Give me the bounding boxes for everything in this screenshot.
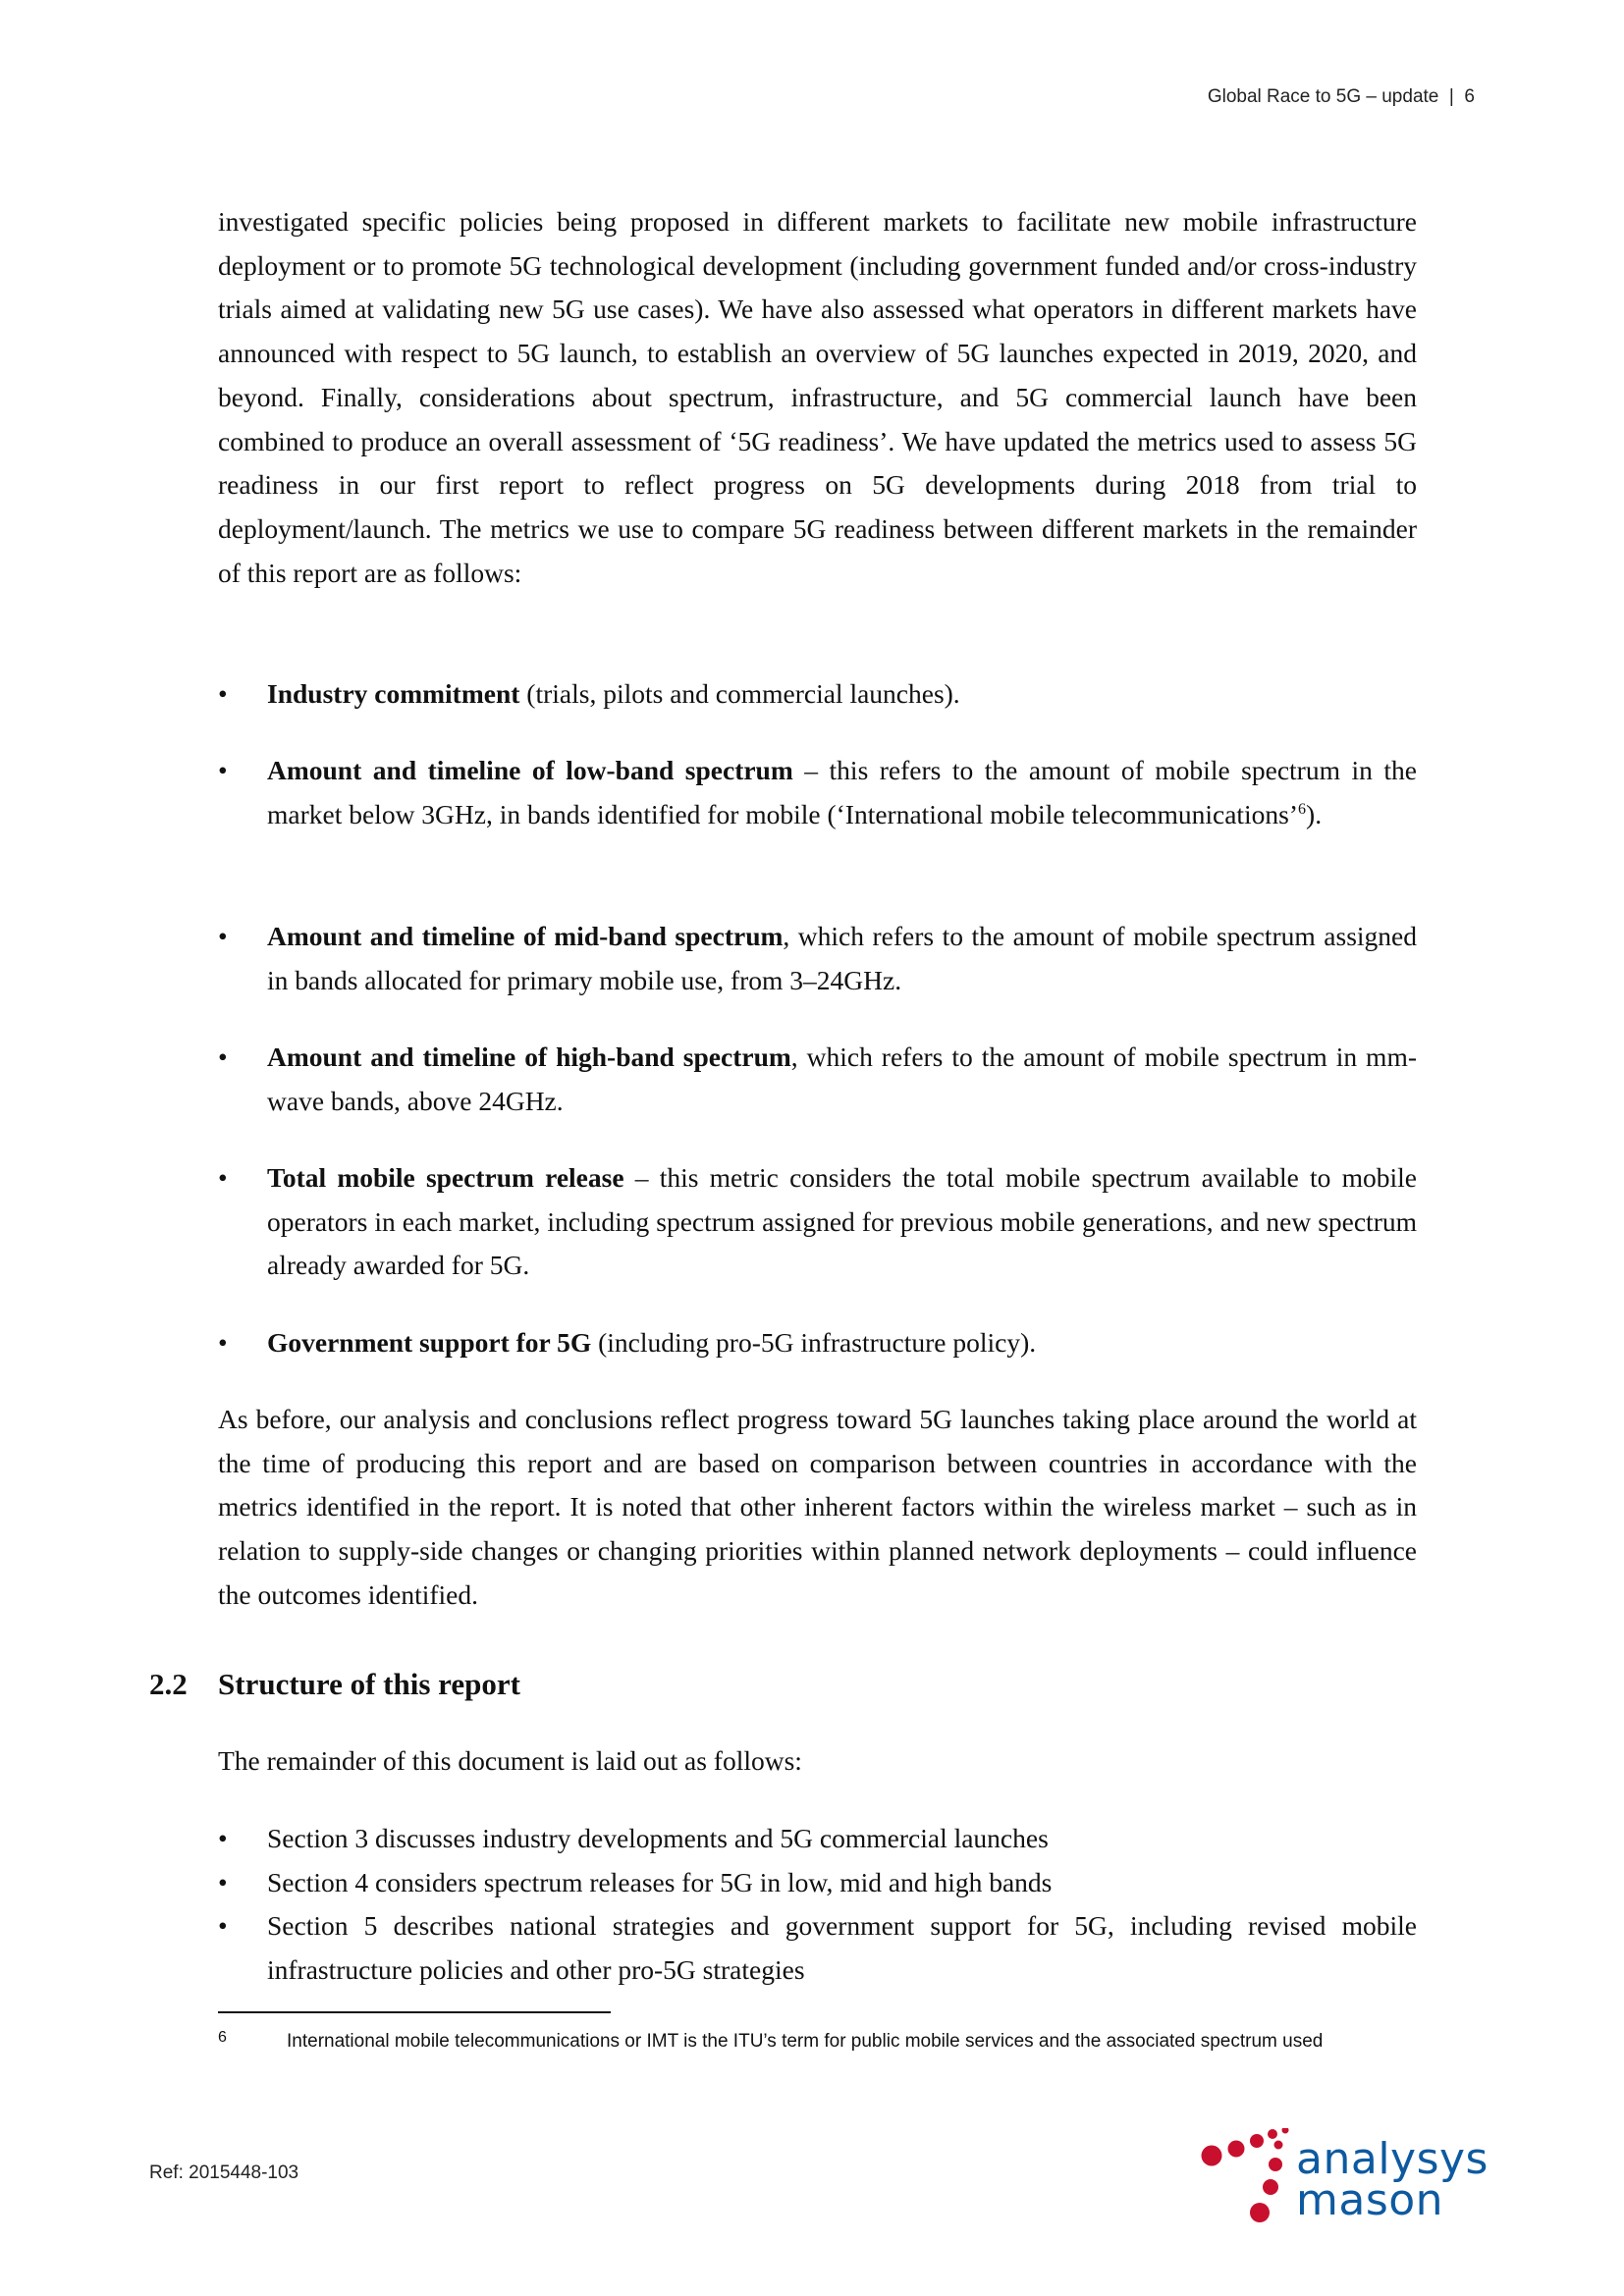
bullet-icon: •: [218, 678, 228, 709]
metric-title: Amount and timeline of mid-band spectrum: [267, 921, 784, 951]
structure-item: [218, 1904, 1417, 1992]
metric-text: (trials, pilots and commercial launches).: [519, 678, 960, 709]
metric-text: , which refers to the amount of mobile spectrum in mm-wave bands, above 24GHz.: [267, 1041, 1417, 1116]
section-intro-block: [218, 1739, 1417, 1784]
logo-text-line2: mason: [1296, 2175, 1444, 2225]
metric-item: [218, 1156, 1417, 1288]
metric-item: [218, 749, 1417, 836]
footnote-reference[interactable]: 6: [1298, 800, 1307, 818]
bullet-icon: •: [218, 755, 228, 785]
section-heading: [149, 1667, 520, 1702]
footnote-divider: [218, 2011, 611, 2013]
footnote: [218, 2028, 1417, 2055]
metric-item: [218, 672, 1417, 717]
metric-title: Amount and timeline of low-band spectrum: [267, 755, 793, 785]
metric-item: [218, 915, 1417, 1002]
logo-text-line1: analysys: [1296, 2134, 1489, 2184]
metric-text: – this metric considers the total mobile spectrum available to mobile operators in each market, including spectrum assigned for previous mobile generations, and new spectrum already awarded for 5G.: [267, 1162, 1417, 1281]
bullet-icon: •: [218, 1823, 228, 1853]
bullet-icon: •: [218, 1162, 228, 1193]
metric-item: [218, 1036, 1417, 1123]
metric-title: Industry commitment: [267, 678, 520, 709]
structure-item-text: Section 5 describes national strategies and government support for 5G, including revised mobile infrastructure policies and other pro-5G strategies: [267, 1910, 1417, 1986]
section-intro: The remainder of this document is laid out as follows:: [218, 1745, 802, 1776]
running-title: Global Race to 5G – update: [1207, 86, 1439, 107]
metric-text: – this refers to the amount of mobile spectrum in the market below 3GHz, in bands identified for mobile (‘International mobile telecommunications’: [267, 755, 1417, 829]
structure-item-text: Section 3 discusses industry developments and 5G commercial launches: [267, 1823, 1049, 1853]
header-separator: |: [1448, 86, 1454, 107]
footnote-number: 6: [218, 2029, 227, 2046]
metric-item: [218, 1321, 1417, 1365]
bullet-icon: •: [218, 1910, 228, 1942]
conclusion-paragraph: As before, our analysis and conclusions reflect progress toward 5G launches taking place around the world at the time of producing this report and are based on comparison between countries in accordance with the metrics identified in the report. It is noted that other inherent factors within the wireless market – such as in relation to supply-side changes or changing priorities within planned network deployments – could influence the outcomes identified.: [218, 1404, 1417, 1610]
conclusion-paragraph-block: [218, 1398, 1417, 1618]
intro-paragraph-block: [218, 200, 1417, 595]
structure-item-text: Section 4 considers spectrum releases for 5G in low, mid and high bands: [267, 1866, 1053, 1897]
section-number: 2.2: [149, 1667, 188, 1701]
metric-text-end: ).: [1306, 798, 1323, 829]
running-header: [1208, 86, 1475, 108]
document-reference: Ref: 2015448-103: [149, 2163, 299, 2183]
structure-item: [218, 1861, 1417, 1905]
metric-title: Amount and timeline of high-band spectrum: [267, 1041, 791, 1072]
metric-text: (including pro-5G infrastructure policy).: [591, 1327, 1037, 1358]
page-number: 6: [1464, 86, 1475, 107]
section-title: Structure of this report: [218, 1667, 520, 1701]
bullet-icon: •: [218, 1866, 228, 1897]
structure-list: [218, 1817, 1417, 1993]
intro-paragraph: investigated specific policies being proposed in different markets to facilitate new mobile infrastructure deployment or to promote 5G technological development (including government funded and/or cross-industry trials aimed at validating new 5G use cases). We have also assessed what operators in different markets have announced with respect to 5G launch, to establish an overview of 5G launches expected in 2019, 2020, and beyond. Finally, considerations about spectrum, infrastructure, and 5G commercial launch have been combined to produce an overall assessment of ‘5G readiness’. We have updated the metrics used to assess 5G readiness in our first report to reflect progress on 5G developments during 2018 from trial to deployment/launch. The metrics we use to compare 5G readiness between different markets in the remainder of this report are as follows:: [218, 206, 1417, 588]
metric-title: Total mobile spectrum release: [267, 1162, 624, 1193]
bullet-icon: •: [218, 1327, 228, 1358]
bullet-icon: •: [218, 1041, 228, 1072]
metric-title: Government support for 5G: [267, 1327, 592, 1358]
analysys-mason-logo: [1200, 2128, 1514, 2236]
structure-item: [218, 1817, 1417, 1861]
logo-dots-icon: [1200, 2128, 1298, 2236]
footnote-text: International mobile telecommunications or IMT is the ITU’s term for public mobile services and the associated spectrum used: [287, 2031, 1324, 2052]
bullet-icon: •: [218, 921, 228, 951]
metric-text: , which refers to the amount of mobile spectrum assigned in bands allocated for primary mobile use, from 3–24GHz.: [267, 921, 1418, 995]
